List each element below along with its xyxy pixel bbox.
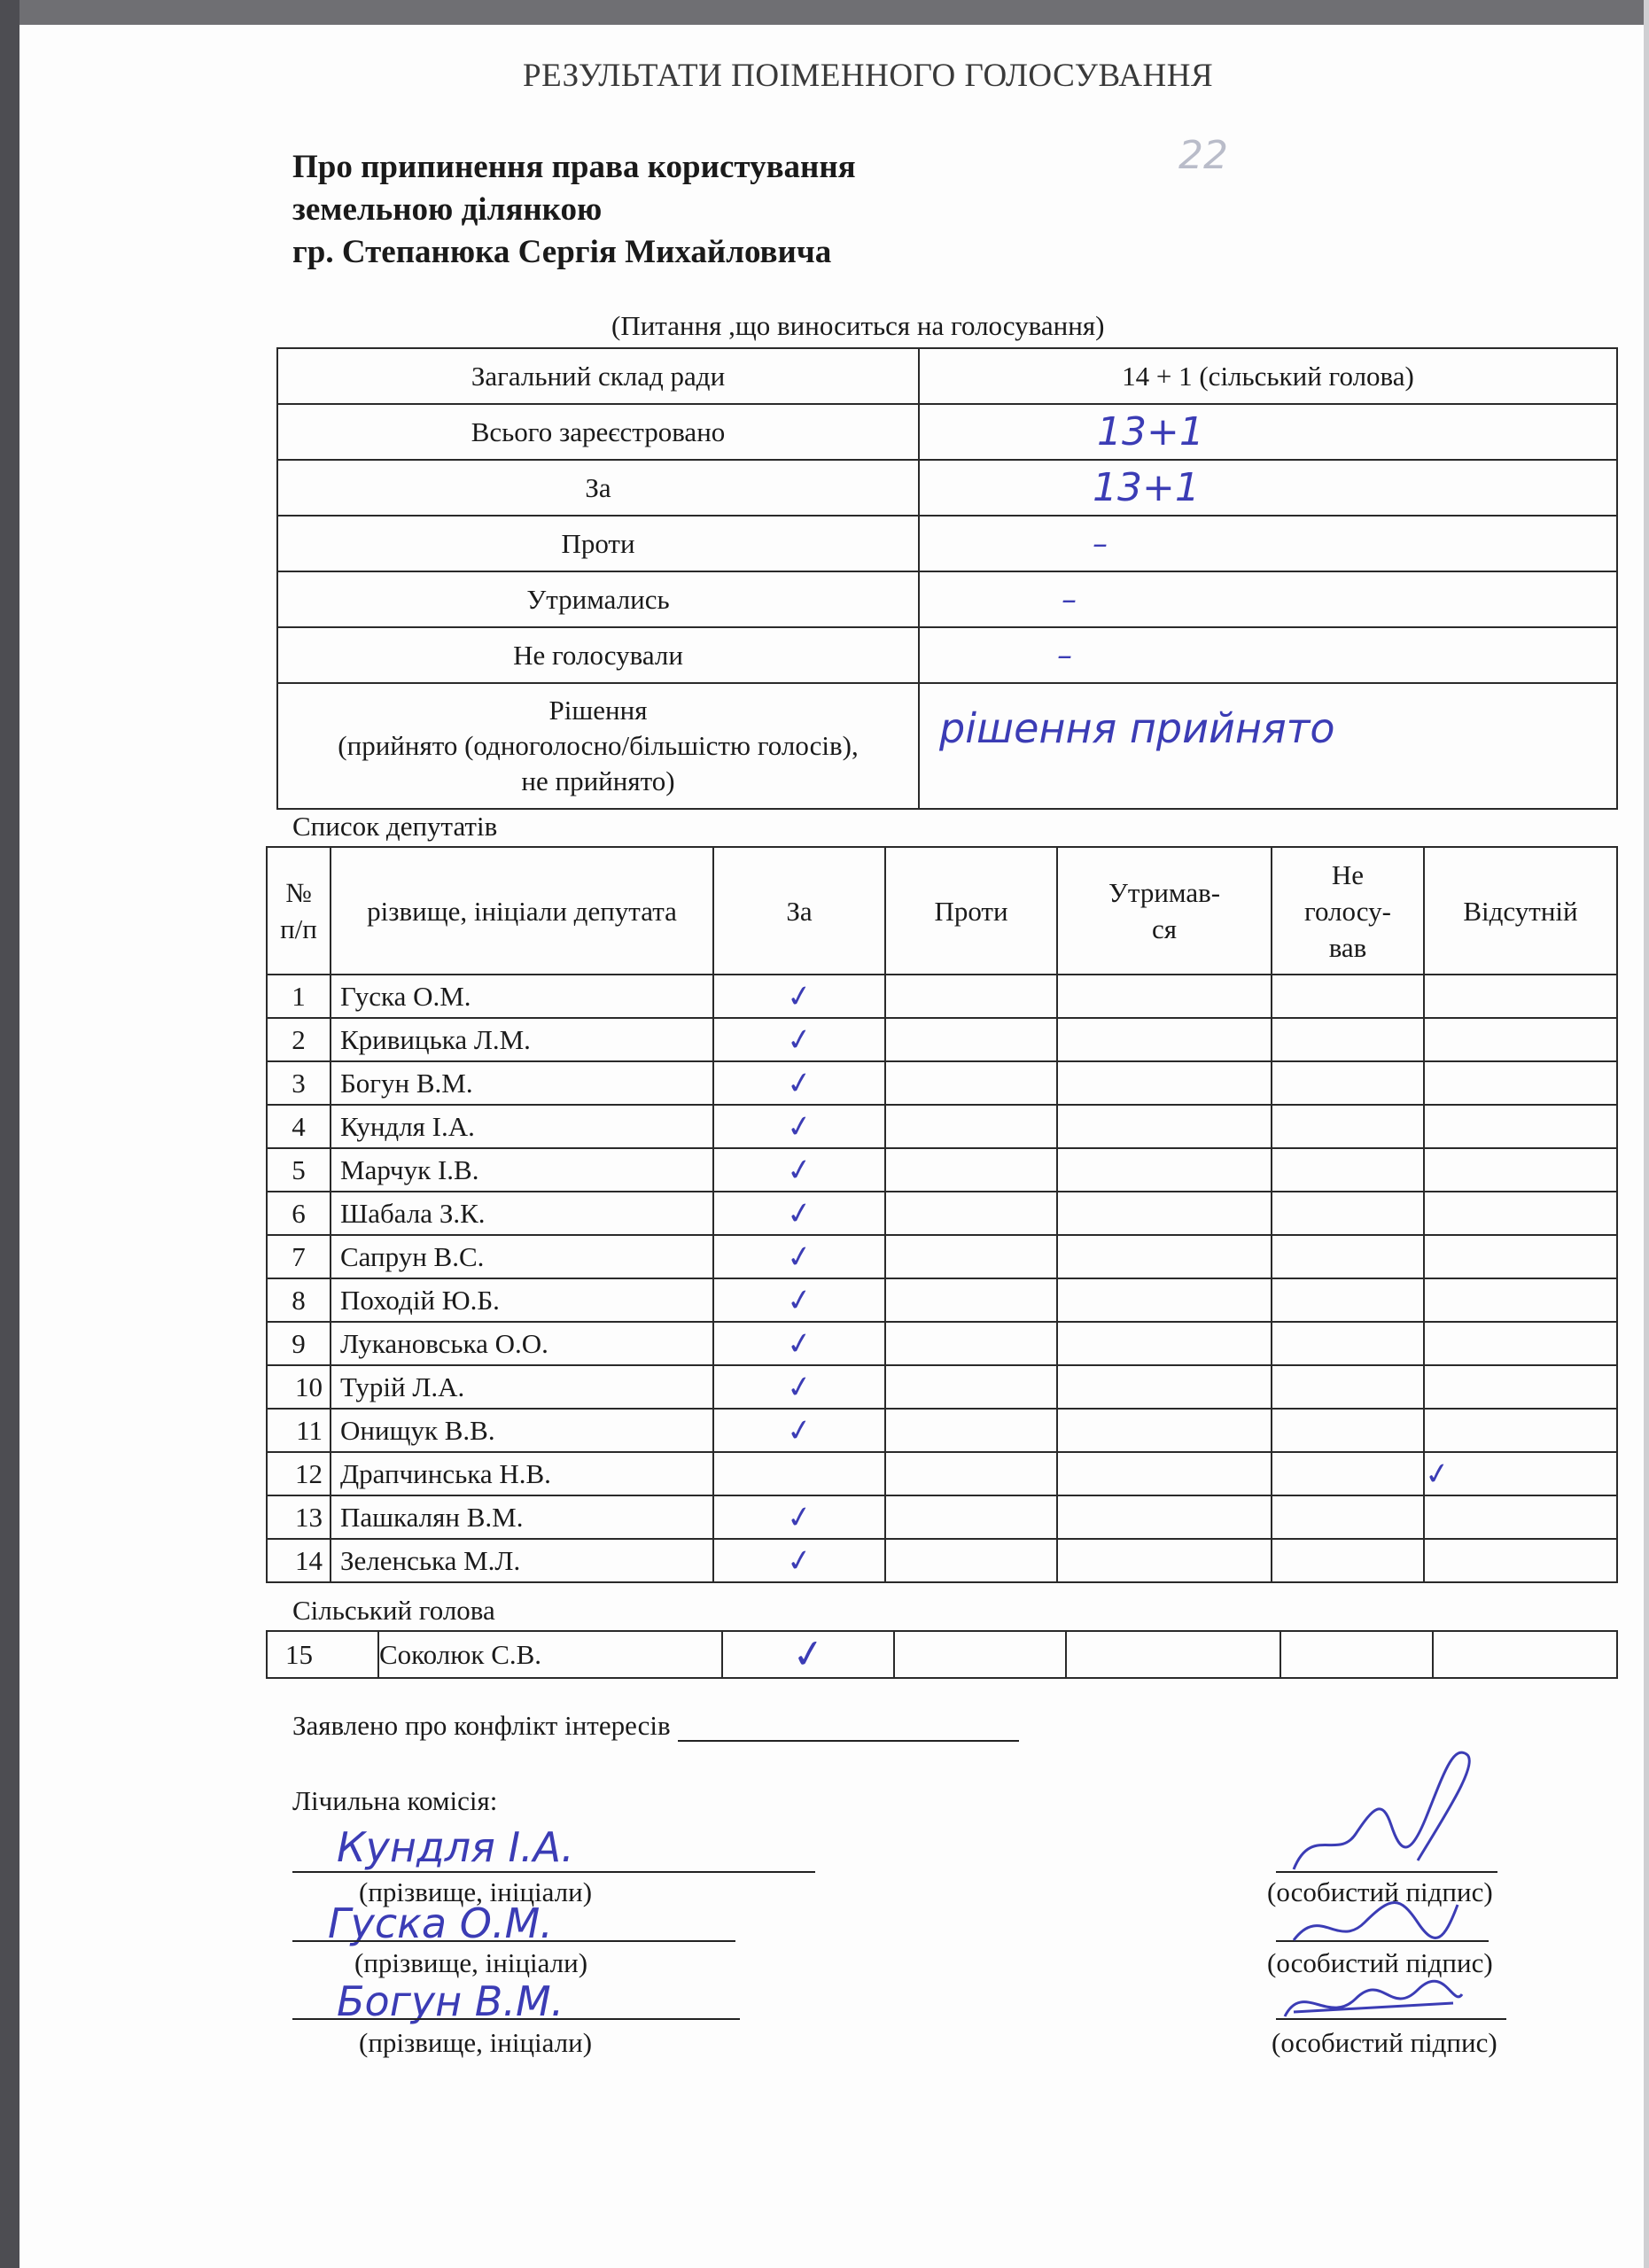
handwritten-value: – [1057, 637, 1072, 673]
commission-label: Лічильна комісія: [292, 1785, 498, 1816]
vote-for-cell [713, 1495, 885, 1539]
col-header-num-line: п/п [280, 913, 317, 944]
check-mark-icon: ✓ [784, 1367, 814, 1407]
deputy-name: Походій Ю.Б. [331, 1278, 713, 1322]
vote-abstain-cell [1057, 1192, 1272, 1235]
summary-row [277, 404, 1617, 460]
check-mark-icon: ✓ [784, 1280, 814, 1320]
vote-absent-cell [1424, 1018, 1617, 1061]
document-title: РЕЗУЛЬТАТИ ПОІМЕННОГО ГОЛОСУВАННЯ [523, 58, 1214, 94]
table-row [267, 1365, 1617, 1409]
check-mark-icon: ✓ [789, 1629, 828, 1680]
vote-against-cell [885, 975, 1057, 1018]
check-mark-icon: ✓ [784, 1541, 814, 1581]
handwritten-member-name: Богун В.М. [337, 1977, 564, 2025]
vote-novote-cell [1272, 1409, 1424, 1452]
handwritten-decision: рішення прийнято [939, 704, 1335, 752]
village-head-vote-for [722, 1631, 894, 1678]
vote-for-cell [713, 1018, 885, 1061]
col-header-name: різвище, ініціали депутата [331, 847, 713, 975]
vote-novote-cell [1272, 1278, 1424, 1322]
vote-novote-cell [1272, 975, 1424, 1018]
vote-abstain-cell [1057, 1495, 1272, 1539]
col-header-abstain [1057, 847, 1272, 975]
check-mark-icon: ✓ [1422, 1454, 1453, 1494]
summary-label: Загальний склад ради [277, 348, 919, 404]
col-header-novote [1272, 847, 1424, 975]
vote-novote-cell [1272, 1148, 1424, 1192]
deputy-name: Шабала З.К. [331, 1192, 713, 1235]
vote-abstain-cell [1057, 1148, 1272, 1192]
table-row [267, 1148, 1617, 1192]
summary-label: За [277, 460, 919, 516]
col-header-novote-line: голосу- [1304, 895, 1391, 927]
vote-for-cell [713, 1192, 885, 1235]
vote-novote-cell [1272, 1452, 1424, 1495]
vote-against-cell [885, 1235, 1057, 1278]
vote-absent-cell [1424, 975, 1617, 1018]
conflict-blank-line [678, 1715, 1019, 1742]
handwritten-value: – [1093, 525, 1108, 562]
deputies-section-label: Список депутатів [292, 811, 498, 842]
vote-abstain-cell [1057, 975, 1272, 1018]
vote-for-cell [713, 1235, 885, 1278]
check-mark-icon: ✓ [784, 1324, 814, 1363]
vote-abstain-cell [1057, 1539, 1272, 1582]
vote-novote-cell [1272, 1192, 1424, 1235]
vote-absent-cell [1424, 1322, 1617, 1365]
check-mark-icon: ✓ [784, 1497, 814, 1537]
vote-for-cell [713, 1148, 885, 1192]
deputy-name: Онищук В.В. [331, 1409, 713, 1452]
col-header-novote-line: Не [1331, 858, 1365, 890]
col-header-absent: Відсутній [1424, 847, 1617, 975]
handwritten-value: 13+1 [1093, 465, 1200, 510]
vote-abstain-cell [1057, 1409, 1272, 1452]
decision-label-line: не прийнято) [521, 765, 675, 796]
decision-label-line: Рішення [548, 695, 648, 726]
signature-caption: (особистий підпис) [1267, 1947, 1493, 1978]
question-caption: (Питання ,що виноситься на голосування) [611, 310, 1105, 341]
vote-for-cell [713, 1322, 885, 1365]
col-header-num [267, 847, 331, 975]
deputy-name: Драпчинська Н.В. [331, 1452, 713, 1495]
deputy-name: Марчук І.В. [331, 1148, 713, 1192]
vote-novote-cell [1272, 1061, 1424, 1105]
vote-abstain-cell [1057, 1365, 1272, 1409]
summary-row-decision [277, 683, 1617, 809]
table-row [267, 1452, 1617, 1495]
summary-row [277, 571, 1617, 627]
deputy-num: 2 [267, 1018, 331, 1061]
deputy-num: 3 [267, 1061, 331, 1105]
decision-label [277, 683, 919, 809]
deputy-name: Кундля І.А. [331, 1105, 713, 1148]
deputy-name: Пашкалян В.М. [331, 1495, 713, 1539]
vote-novote-cell [1272, 1105, 1424, 1148]
deputy-name: Сапрун В.С. [331, 1235, 713, 1278]
check-mark-icon: ✓ [784, 1150, 814, 1190]
deputy-name: Гуска О.М. [331, 975, 713, 1018]
vote-absent-cell [1424, 1235, 1617, 1278]
deputy-name: Богун В.М. [331, 1061, 713, 1105]
vote-novote-cell [1272, 1365, 1424, 1409]
decision-label-line: (прийнято (одноголосно/більшістю голосів), [338, 730, 859, 761]
village-head-table [266, 1630, 1618, 1679]
vote-absent-cell [1424, 1495, 1617, 1539]
check-mark-icon: ✓ [784, 1020, 814, 1060]
table-row [267, 1105, 1617, 1148]
summary-label: Всього зареєстровано [277, 404, 919, 460]
vote-against-cell [885, 1452, 1057, 1495]
deputy-num: 6 [267, 1192, 331, 1235]
table-row [267, 1409, 1617, 1452]
village-head-row [267, 1631, 1617, 1678]
deputies-body [267, 975, 1617, 1582]
table-row [267, 1495, 1617, 1539]
handwritten-member-name: Кундля І.А. [337, 1823, 574, 1871]
col-header-novote-line: вав [1328, 931, 1367, 963]
summary-row [277, 516, 1617, 571]
vote-against-cell [885, 1539, 1057, 1582]
name-caption: (прізвище, ініціали) [359, 2027, 593, 2058]
table-row [267, 1539, 1617, 1582]
vote-absent-cell [1424, 1061, 1617, 1105]
summary-value: 14 + 1 (сільський голова) [919, 348, 1617, 404]
handwritten-member-name: Гуска О.М. [328, 1899, 553, 1947]
village-head-num: 15 [267, 1631, 378, 1678]
vote-against-cell [885, 1495, 1057, 1539]
vote-for-cell [713, 1105, 885, 1148]
vote-abstain-cell [1057, 1018, 1272, 1061]
deputies-header-row [267, 847, 1617, 975]
vote-abstain-cell [1057, 1061, 1272, 1105]
deputy-name: Турій Л.А. [331, 1365, 713, 1409]
vote-absent-cell [1424, 1278, 1617, 1322]
deputy-name: Лукановська О.О. [331, 1322, 713, 1365]
scan-border-left [0, 0, 19, 2268]
village-head-vote-against [894, 1631, 1066, 1678]
col-header-num-line: № [285, 877, 312, 908]
deputy-num: 1 [267, 975, 331, 1018]
deputy-num: 8 [267, 1278, 331, 1322]
vote-against-cell [885, 1148, 1057, 1192]
name-line [292, 1940, 735, 1942]
summary-value [919, 571, 1617, 627]
subject-line: Про припинення права користування [292, 149, 856, 185]
vote-absent-cell [1424, 1192, 1617, 1235]
vote-abstain-cell [1057, 1105, 1272, 1148]
subject-line: земельною ділянкою [292, 191, 603, 228]
vote-novote-cell [1272, 1322, 1424, 1365]
name-line [292, 2018, 740, 2020]
village-head-vote-absent [1433, 1631, 1617, 1678]
vote-absent-cell [1424, 1409, 1617, 1452]
vote-against-cell [885, 1365, 1057, 1409]
table-row [267, 975, 1617, 1018]
deputy-num: 5 [267, 1148, 331, 1192]
vote-abstain-cell [1057, 1322, 1272, 1365]
summary-value [919, 516, 1617, 571]
deputy-name: Кривицька Л.М. [331, 1018, 713, 1061]
handwritten-value: 13+1 [1097, 409, 1204, 454]
vote-abstain-cell [1057, 1278, 1272, 1322]
vote-for-cell [713, 1539, 885, 1582]
deputy-num: 4 [267, 1105, 331, 1148]
summary-row [277, 348, 1617, 404]
page-number: 22 [1178, 133, 1228, 178]
conflict-label: Заявлено про конфлікт інтересів [292, 1710, 671, 1741]
deputy-num: 10 [267, 1365, 331, 1409]
decision-value [919, 683, 1617, 809]
signature-icon [1276, 1972, 1471, 2034]
vote-for-cell [713, 1409, 885, 1452]
village-head-vote-abstain [1066, 1631, 1280, 1678]
vote-for-cell [713, 975, 885, 1018]
vote-novote-cell [1272, 1018, 1424, 1061]
vote-absent-cell [1424, 1365, 1617, 1409]
vote-abstain-cell [1057, 1452, 1272, 1495]
summary-value [919, 460, 1617, 516]
vote-against-cell [885, 1192, 1057, 1235]
deputy-num: 11 [267, 1409, 331, 1452]
check-mark-icon: ✓ [784, 976, 814, 1016]
vote-novote-cell [1272, 1235, 1424, 1278]
table-row [267, 1322, 1617, 1365]
village-head-vote-novote [1280, 1631, 1433, 1678]
table-row [267, 1018, 1617, 1061]
vote-absent-cell [1424, 1148, 1617, 1192]
conflict-of-interest [292, 1710, 1019, 1742]
vote-absent-cell [1424, 1452, 1617, 1495]
deputies-table [266, 846, 1618, 1583]
vote-against-cell [885, 1409, 1057, 1452]
check-mark-icon: ✓ [784, 1063, 814, 1103]
col-header-against: Проти [885, 847, 1057, 975]
check-mark-icon: ✓ [784, 1410, 814, 1450]
caption-row [292, 2027, 1533, 2062]
check-mark-icon: ✓ [784, 1193, 814, 1233]
summary-label: Проти [277, 516, 919, 571]
summary-label: Утримались [277, 571, 919, 627]
signature-icon [1276, 1745, 1480, 1887]
check-mark-icon: ✓ [784, 1237, 814, 1277]
vote-novote-cell [1272, 1539, 1424, 1582]
deputy-num: 13 [267, 1495, 331, 1539]
check-mark-icon: ✓ [784, 1107, 814, 1146]
handwritten-value: – [1062, 581, 1077, 617]
vote-against-cell [885, 1278, 1057, 1322]
subject-line: гр. Степанюка Сергія Михайловича [292, 234, 832, 270]
signature-caption: (особистий підпис) [1267, 1876, 1493, 1907]
deputy-num: 12 [267, 1452, 331, 1495]
table-row [267, 1061, 1617, 1105]
vote-against-cell [885, 1061, 1057, 1105]
name-caption: (прізвище, ініціали) [359, 1876, 593, 1907]
signature-caption: (особистий підпис) [1272, 2027, 1497, 2058]
vote-absent-cell [1424, 1539, 1617, 1582]
col-header-abstain-line: ся [1151, 913, 1178, 944]
name-line [292, 1871, 815, 1873]
deputy-name: Зеленська М.Л. [331, 1539, 713, 1582]
summary-value [919, 404, 1617, 460]
summary-table [276, 347, 1618, 810]
col-header-abstain-line: Утримав- [1108, 877, 1221, 908]
vote-abstain-cell [1057, 1235, 1272, 1278]
col-header-for: За [713, 847, 885, 975]
summary-label: Не голосували [277, 627, 919, 683]
summary-row [277, 460, 1617, 516]
vote-against-cell [885, 1018, 1057, 1061]
village-head-section-label: Сільський голова [292, 1595, 495, 1626]
vote-for-cell [713, 1365, 885, 1409]
table-row [267, 1235, 1617, 1278]
vote-for-cell [713, 1452, 885, 1495]
vote-against-cell [885, 1322, 1057, 1365]
deputy-num: 14 [267, 1539, 331, 1582]
summary-row [277, 627, 1617, 683]
vote-for-cell [713, 1061, 885, 1105]
scan-border-right [1644, 0, 1649, 2268]
vote-against-cell [885, 1105, 1057, 1148]
table-row [267, 1192, 1617, 1235]
name-caption: (прізвище, ініціали) [354, 1947, 588, 1978]
summary-value [919, 627, 1617, 683]
scan-border-top [0, 0, 1649, 25]
vote-for-cell [713, 1278, 885, 1322]
deputy-num: 9 [267, 1322, 331, 1365]
subject-block [292, 146, 856, 274]
village-head-name: Соколюк С.В. [378, 1631, 722, 1678]
table-row [267, 1278, 1617, 1322]
deputy-num: 7 [267, 1235, 331, 1278]
vote-absent-cell [1424, 1105, 1617, 1148]
vote-novote-cell [1272, 1495, 1424, 1539]
